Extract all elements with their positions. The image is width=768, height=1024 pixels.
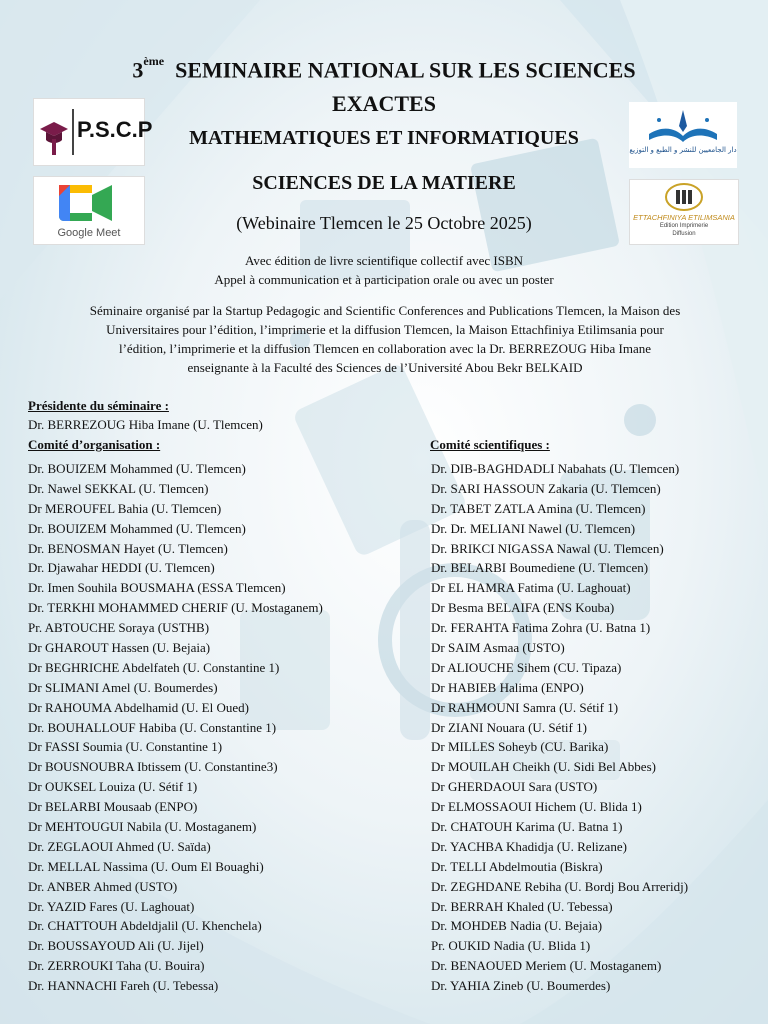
organisation-member: Dr. CHATTOUH Abdeldjalil (U. Khenchela) xyxy=(28,918,262,934)
scientific-member: Dr MILLES Soheyb (CU. Barika) xyxy=(431,739,609,755)
scientific-member: Dr ELMOSSAOUI Hichem (U. Blida 1) xyxy=(431,799,642,815)
organisation-member: Dr. TERKHI MOHAMMED CHERIF (U. Mostaganem) xyxy=(28,600,323,616)
scientific-member: Dr. YAHIA Zineb (U. Boumerdes) xyxy=(431,978,611,994)
scientific-member: Dr. Dr. MELIANI Nawel (U. Tlemcen) xyxy=(431,520,636,536)
title-line-2: EXACTES xyxy=(332,91,436,117)
organizer-paragraph xyxy=(30,301,740,377)
google-meet-label: Google Meet xyxy=(57,227,121,239)
scientific-member: Dr. CHATOUH Karima (U. Batna 1) xyxy=(431,819,623,835)
maison-logo-text: دار الجامعيين للنشر و الطبع و التوزيع xyxy=(629,146,737,154)
scientific-committee-heading: Comité scientifiques : xyxy=(430,437,550,452)
scientific-member: Dr. BERRAH Khaled (U. Tebessa) xyxy=(431,898,613,914)
webinar-info: (Webinaire Tlemcen le 25 Octobre 2025) xyxy=(236,213,532,233)
scientific-committee-list xyxy=(431,459,688,996)
scientific-member: Dr Besma BELAIFA (ENS Kouba) xyxy=(431,600,615,616)
ordinal-suffix: ème xyxy=(143,54,165,68)
organisation-member: Dr OUKSEL Louiza (U. Sétif 1) xyxy=(28,779,198,795)
scientific-member: Dr. SARI HASSOUN Zakaria (U. Tlemcen) xyxy=(431,480,661,496)
organisation-member: Dr. MELLAL Nassima (U. Oum El Bouaghi) xyxy=(28,858,264,874)
organisation-member: Dr. BOUIZEM Mohammed (U. Tlemcen) xyxy=(28,520,246,536)
organisation-member: Dr MEHTOUGUI Nabila (U. Mostaganem) xyxy=(28,819,257,835)
organisation-member: Dr SLIMANI Amel (U. Boumerdes) xyxy=(28,679,218,695)
scientific-member: Dr HABIEB Halima (ENPO) xyxy=(431,679,584,695)
organisation-member: Dr. ZEGLAOUI Ahmed (U. Saïda) xyxy=(28,838,211,854)
organizer-line: enseignante à la Faculté des Sciences de l’Université Abou Bekr BELKAID xyxy=(187,360,583,375)
pscp-logo-text: P.S.C.P xyxy=(77,117,153,142)
organisation-member: Dr BEGHRICHE Abdelfateh (U. Constantine 1) xyxy=(28,659,280,675)
scientific-member: Dr. BENAOUED Meriem (U. Mostaganem) xyxy=(431,958,662,974)
scientific-member: Dr. FERAHTA Fatima Zohra (U. Batna 1) xyxy=(431,620,651,636)
organisation-member: Dr BOUSNOUBRA Ibtissem (U. Constantine3) xyxy=(28,759,278,775)
organizer-line: Universitaires pour l’édition, l’imprimerie et la diffusion Tlemcen, la Maison Ettachfiniya Etilimsania pour xyxy=(106,322,664,337)
page-title xyxy=(0,48,768,121)
organisation-member: Dr. Nawel SEKKAL (U. Tlemcen) xyxy=(28,480,209,496)
call-for-papers: Appel à communication et à participation orale ou avec un poster xyxy=(214,272,554,287)
organisation-member: Dr FASSI Soumia (U. Constantine 1) xyxy=(28,739,223,755)
president-name: Dr. BERREZOUG Hiba Imane (U. Tlemcen) xyxy=(28,417,263,432)
organisation-member: Dr. BOUSSAYOUD Ali (U. Jijel) xyxy=(28,938,204,954)
scientific-member: Dr. YACHBA Khadidja (U. Relizane) xyxy=(431,838,627,854)
organisation-member: Dr RAHOUMA Abdelhamid (U. El Oued) xyxy=(28,699,249,715)
organizer-line: l’édition, l’imprimerie et la diffusion Tlemcen en collaboration avec la Dr. BERREZOUG Hiba Imane xyxy=(118,341,651,356)
scientific-member: Dr ZIANI Nouara (U. Sétif 1) xyxy=(431,719,587,735)
organisation-member: Dr. ZERROUKI Taha (U. Bouira) xyxy=(28,958,205,974)
organisation-member: Dr GHAROUT Hassen (U. Bejaia) xyxy=(28,640,211,656)
ettachfiniya-subline-2: Diffusion xyxy=(672,231,696,237)
scientific-member: Pr. OUKID Nadia (U. Blida 1) xyxy=(431,938,591,954)
subtitle-mathematics: MATHEMATIQUES ET INFORMATIQUES xyxy=(189,127,579,149)
ettachfiniya-subline-1: Edition Imprimerie xyxy=(659,223,709,229)
organisation-member: Dr. Djawahar HEDDI (U. Tlemcen) xyxy=(28,560,215,576)
scientific-member: Dr SAIM Asmaa (USTO) xyxy=(431,640,565,656)
scientific-member: Dr MOUILAH Cheikh (U. Sidi Bel Abbes) xyxy=(431,759,656,775)
scientific-member: Dr EL HAMRA Fatima (U. Laghouat) xyxy=(431,580,631,596)
organizer-line: Séminaire organisé par la Startup Pedagogic and Scientific Conferences and Publications Tlemcen, la Maison des xyxy=(89,303,681,318)
subtitle-sciences: SCIENCES DE LA MATIERE xyxy=(252,172,516,194)
scientific-member: Dr. MOHDEB Nadia (U. Bejaia) xyxy=(431,918,603,934)
scientific-member: Dr. TABET ZATLA Amina (U. Tlemcen) xyxy=(431,500,646,516)
organisation-committee-heading: Comité d’organisation : xyxy=(28,437,161,452)
scientific-member: Dr. ZEGHDANE Rebiha (U. Bordj Bou Arreridj) xyxy=(431,878,689,894)
scientific-member: Dr GHERDAOUI Sara (USTO) xyxy=(431,779,598,795)
organisation-member: Dr. YAZID Fares (U. Laghouat) xyxy=(28,898,195,914)
organisation-member: Dr BELARBI Mousaab (ENPO) xyxy=(28,799,198,815)
organisation-member: Dr. BENOSMAN Hayet (U. Tlemcen) xyxy=(28,540,228,556)
organisation-member: Pr. ABTOUCHE Soraya (USTHB) xyxy=(28,620,210,636)
scientific-member: Dr. TELLI Abdelmoutia (Biskra) xyxy=(431,858,603,874)
scientific-member: Dr. BELARBI Boumediene (U. Tlemcen) xyxy=(431,560,649,576)
organisation-member: Dr. BOUIZEM Mohammed (U. Tlemcen) xyxy=(28,461,246,476)
isbn-note: Avec édition de livre scientifique collectif avec ISBN xyxy=(244,253,524,268)
scientific-member: Dr ALIOUCHE Sihem (CU. Tipaza) xyxy=(431,659,622,675)
organisation-member: Dr. ANBER Ahmed (USTO) xyxy=(28,878,178,894)
organisation-member: Dr. Imen Souhila BOUSMAHA (ESSA Tlemcen) xyxy=(28,580,286,596)
scientific-member: Dr RAHMOUNI Samra (U. Sétif 1) xyxy=(431,699,619,715)
organisation-member: Dr MEROUFEL Bahia (U. Tlemcen) xyxy=(28,500,222,516)
scientific-member: Dr. DIB-BAGHDADLI Nabahats (U. Tlemcen) xyxy=(431,461,680,476)
title-line-1: SEMINAIRE NATIONAL SUR LES SCIENCES xyxy=(175,57,636,83)
ordinal-number: 3 xyxy=(132,57,144,83)
scientific-member: Dr. BRIKCI NIGASSA Nawal (U. Tlemcen) xyxy=(431,540,664,556)
organisation-committee-list xyxy=(28,459,323,996)
organisation-member: Dr. HANNACHI Fareh (U. Tebessa) xyxy=(28,978,219,994)
organisation-member: Dr. BOUHALLOUF Habiba (U. Constantine 1) xyxy=(28,719,277,735)
president-heading: Présidente du séminaire : xyxy=(28,398,169,413)
ettachfiniya-name: ETTACHFINIYA ETILIMSANIA xyxy=(633,213,735,222)
